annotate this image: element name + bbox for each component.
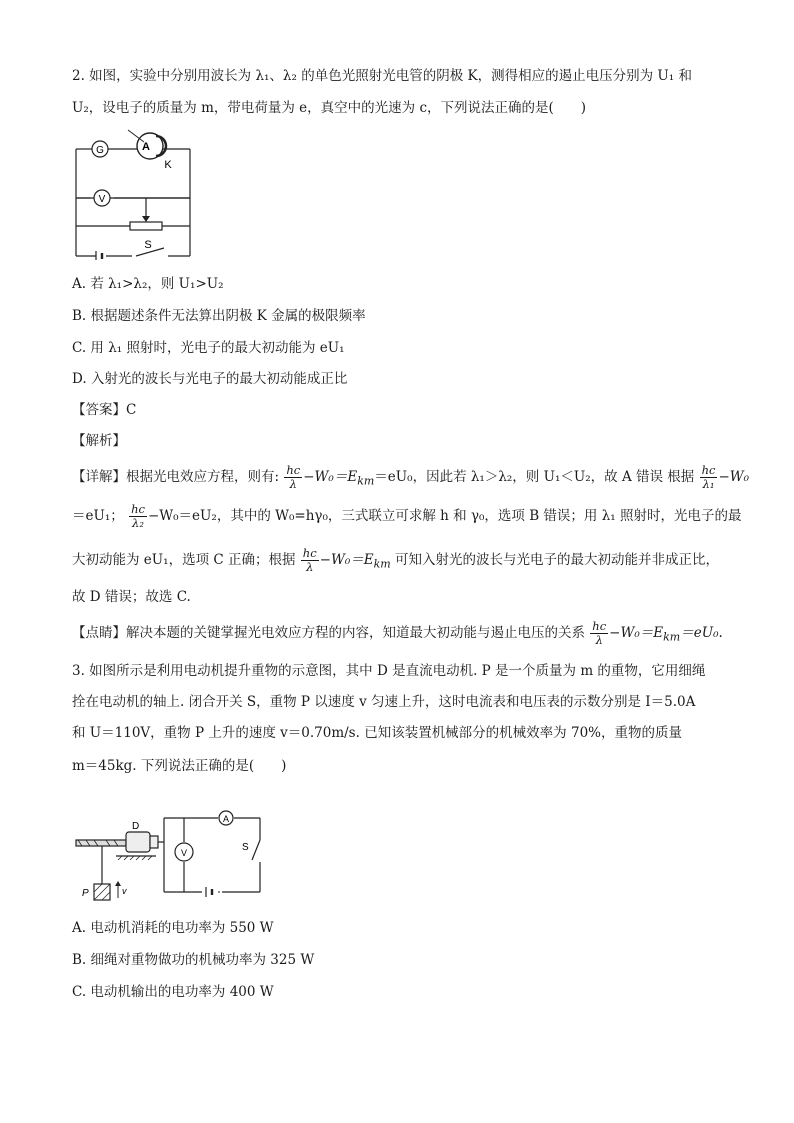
q2-frac-4: $\frac{hc}{\lambda}$ [302, 546, 317, 574]
velocity-arrow-icon [115, 881, 121, 886]
q2-frac-3: $\frac{hc}{\text{λ₂}}$ [131, 502, 145, 530]
weight-label: P [82, 888, 89, 899]
rheostat-icon [130, 222, 162, 230]
switch-label: S [144, 239, 152, 251]
galvanometer-label: G [96, 145, 104, 156]
q2-stem-line2: U₂，设电子的质量为 m，带电荷量为 e，真空中的光速为 c，下列说法正确的是( ) [72, 100, 587, 116]
q2-detail-line3: 大初动能为 eU₁，选项 C 正确；根据 $\frac{hc}{\lambda}$ $-W_0=E_{km}$ 可知入射光的波长与光电子的最大初动能并非成正比， [72, 546, 720, 574]
voltmeter-label: V [180, 848, 188, 858]
q2-frac-5: $\frac{hc}{\lambda}$ [592, 619, 607, 647]
q2-answer: 【答案】C [72, 402, 137, 418]
motor-icon [126, 832, 150, 852]
q2-detail-line4: 故 D 错误；故选 C. [72, 589, 191, 605]
q2-comment: 【点睛】解决本题的关键掌握光电效应方程的内容，知道最大初动能与遏止电压的关系 $\frac{hc}{\lambda}$ $-W_0=E_{km}=eU_0$. [72, 619, 723, 647]
motor-label: D [132, 821, 140, 832]
q2-detail-line1: 【详解】根据光电效应方程，则有: $\frac{hc}{\lambda}$ $-W_0=E_{km}=eU_0$，因此若 λ₁＞λ₂，则 U₁＜U₂，故 A 错误 根据 $\frac{hc}{\text{λ₁}}$ −W₀ [72, 463, 750, 491]
q2-circuit-figure [72, 128, 202, 264]
velocity-label: v [122, 886, 127, 896]
q2-detail-line2: ＝eU₁； $\frac{hc}{\text{λ₂}}$ −W₀＝eU₂，其中的 W₀=hγ₀，三式联立可求解 h 和 γ₀，选项 B 错误；用 λ₁ 照射时，光电子的最 [72, 502, 742, 530]
tube-anode-label: A [142, 141, 150, 153]
q2-option-c: C. 用 λ₁ 照射时，光电子的最大初动能为 eU₁ [72, 340, 345, 356]
switch-label: S [242, 842, 249, 853]
q3-motor-figure [72, 798, 268, 906]
q3-option-c: C. 电动机输出的电功率为 400 W [72, 984, 274, 1000]
q2-stem-line1: 2. 如图，实验中分别用波长为 λ₁、λ₂ 的单色光照射光电管的阴极 K，测得相应的遏止电压分别为 U₁ 和 [72, 68, 692, 84]
q3-option-b: B. 细绳对重物做功的机械功率为 325 W [72, 952, 315, 968]
q2-detail-l1-a: 【详解】根据光电效应方程，则有: [72, 469, 280, 485]
q2-frac-1: $\frac{hc}{\lambda}$ [286, 463, 301, 491]
q2-frac-2: $\frac{hc}{\text{λ₁}}$ [701, 463, 716, 491]
q2-option-a: A. 若 λ₁>λ₂，则 U₁>U₂ [72, 276, 224, 292]
cathode-label: K [164, 159, 172, 171]
q2-option-d: D. 入射光的波长与光电子的最大初动能成正比 [72, 371, 348, 387]
voltmeter-label: V [98, 194, 106, 205]
q2-analysis-label: 【解析】 [72, 433, 126, 449]
q3-stem-line1: 3. 如图所示是利用电动机提升重物的示意图，其中 D 是直流电动机. P 是一个质量为 m 的重物，它用细绳 [72, 663, 706, 679]
q3-stem-line4: m＝45kg. 下列说法正确的是( ) [72, 758, 287, 774]
q3-stem-line2: 拴在电动机的轴上. 闭合开关 S，重物 P 以速度 v 匀速上升，这时电流表和电压表的示数分别是 I＝5.0A [72, 694, 696, 710]
q3-stem-line3: 和 U＝110V，重物 P 上升的速度 v＝0.70m/s. 已知该装置机械部分的机械效率为 70%，重物的质量 [72, 725, 682, 741]
q3-option-a: A. 电动机消耗的电功率为 550 W [72, 920, 274, 936]
ammeter-label: A [222, 814, 230, 824]
q2-option-b: B. 根据题述条件无法算出阴极 K 金属的极限频率 [72, 308, 366, 324]
